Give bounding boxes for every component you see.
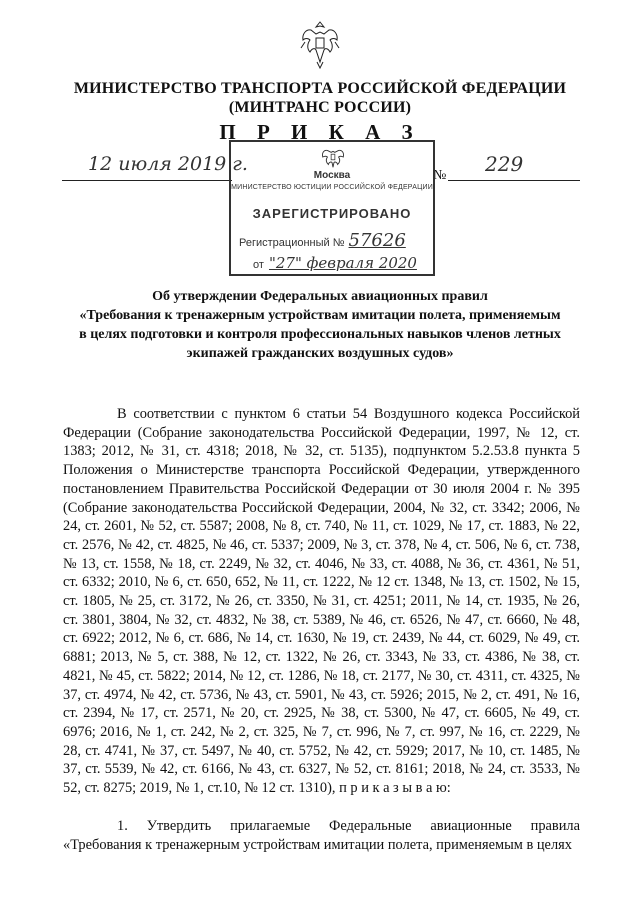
order-number-handwritten: 229 [485, 152, 524, 176]
date-underline [62, 180, 232, 181]
stamp-reg-date: "27" февраля 2020 [268, 254, 417, 272]
stamp-city: Москва [313, 170, 351, 181]
order-item-1: 1. Утвердить прилагаемые Федеральные авиационные правила «Требования к тренажерным устройствам имитации полета, применяемым в целях [63, 818, 580, 853]
title-line: Об утверждении Федеральных авиационных правил [152, 289, 488, 304]
document-title [60, 287, 580, 363]
registration-stamp [229, 140, 435, 276]
stamp-reg-label: Регистрационный № [239, 237, 345, 249]
coat-of-arms-emblem-icon [297, 18, 343, 72]
stamp-date-row [253, 254, 417, 272]
title-line: в целях подготовки и контроля профессиональных навыков членов летных [79, 327, 561, 342]
number-sign: № [433, 168, 447, 183]
title-line: «Требования к тренажерным устройствам имитации полета, применяемым [79, 308, 561, 323]
number-underline [448, 180, 580, 181]
order-date-handwritten: 12 июля 2019 г. [88, 153, 248, 175]
ministry-name-line1: МИНИСТЕРСТВО ТРАНСПОРТА РОССИЙСКОЙ ФЕДЕРАЦИИ [73, 80, 567, 97]
stamp-reg-number: 57626 [348, 230, 406, 251]
title-line: экипажей гражданских воздушных судов» [186, 346, 454, 361]
stamp-emblem-icon [319, 144, 347, 170]
stamp-registration-row [239, 230, 406, 251]
stamp-status: ЗАРЕГИСТРИРОВАНО [252, 206, 412, 221]
preamble-paragraph: В соответствии с пунктом 6 статьи 54 Воздушного кодекса Российской Федерации (Собрание законодательства Российской Федерации, 1997, № 12, ст. 1383; 2012, № 31, ст. 4318; 2018, № 32, ст. 5135), подпунктом 5.2.53.8 пункта 5 Положения о Министерстве транспорта Российской Федерации, утвержденного постановлением Правительства Российской Федерации от 30 июля 2004 г. № 395 (Собрание законодательства Российской Федерации, 2004, № 32, ст. 3342; 2006, № 24, ст. 2601, № 52, ст. 5587; 2008, № 8, ст. 740, № 11, ст. 1029, № 17, ст. 1883, № 22, ст. 2576, № 42, ст. 4825, № 46, ст. 5337; 2009, № 3, ст. 378, № 4, ст. 506, № 6, ст. 738, № 13, ст. 1558, № 18, ст. 2249, № 32, ст. 4046, № 33, ст. 4088, № 36, ст. 4361, № 51, ст. 6332; 2010, № 6, ст. 650, 652, № 11, ст. 1222, № 12 ст. 1348, № 13, ст. 1502, № 15, ст. 1805, № 25, ст. 3172, № 26, ст. 3350, № 31, ст. 4251; 2011, № 14, ст. 1935, № 26, ст. 3801, 3804, № 32, ст. 4832, № 38, ст. 5389, № 46, ст. 6526, № 47, ст. 6660, № 48, ст. 6922; 2012, № 6, ст. 686, № 14, ст. 1630, № 19, ст. 2439, № 44, ст. 6029, № 49, ст. 6881; 2013, № 5, ст. 388, № 12, ст. 1322, № 26, ст. 3343, № 33, ст. 4386, № 38, ст. 4821, № 45, ст. 5822; 2014, № 12, ст. 1286, № 18, ст. 2177, № 30, ст. 4311, ст. 4325, № 37, ст. 4974, № 42, ст. 5736, № 43, ст. 5901, № 43, ст. 5926; 2015, № 2, ст. 491, № 16, ст. 2394, № 17, ст. 2571, № 20, ст. 2925, № 38, ст. 5300, № 47, ст. 6605, № 49, ст. 6976; 2016, № 1, ст. 242, № 2, ст. 325, № 7, ст. 996, № 7, ст. 997, № 16, ст. 2229, № 28, ст. 4741, № 37, ст. 5497, № 40, ст. 5752, № 42, ст. 5929; 2017, № 10, ст. 1485, № 37, ст. 5539, № 42, ст. 6166, № 43, ст. 6327, № 52, ст. 8161; 2018, № 24, ст. 3533, № 52, ст. 8275; 2019, № 1, ст.10, № 12 ст. 1310), п р и к а з ы в а ю: [63, 406, 580, 797]
stamp-department: МИНИСТЕРСТВО ЮСТИЦИИ РОССИЙСКОЙ ФЕДЕРАЦИИ [231, 184, 433, 191]
ministry-name-line2: (МИНТРАНС РОССИИ) [228, 99, 412, 116]
stamp-date-prefix: от [253, 259, 264, 271]
document-type-title: П Р И К А З [219, 120, 421, 144]
